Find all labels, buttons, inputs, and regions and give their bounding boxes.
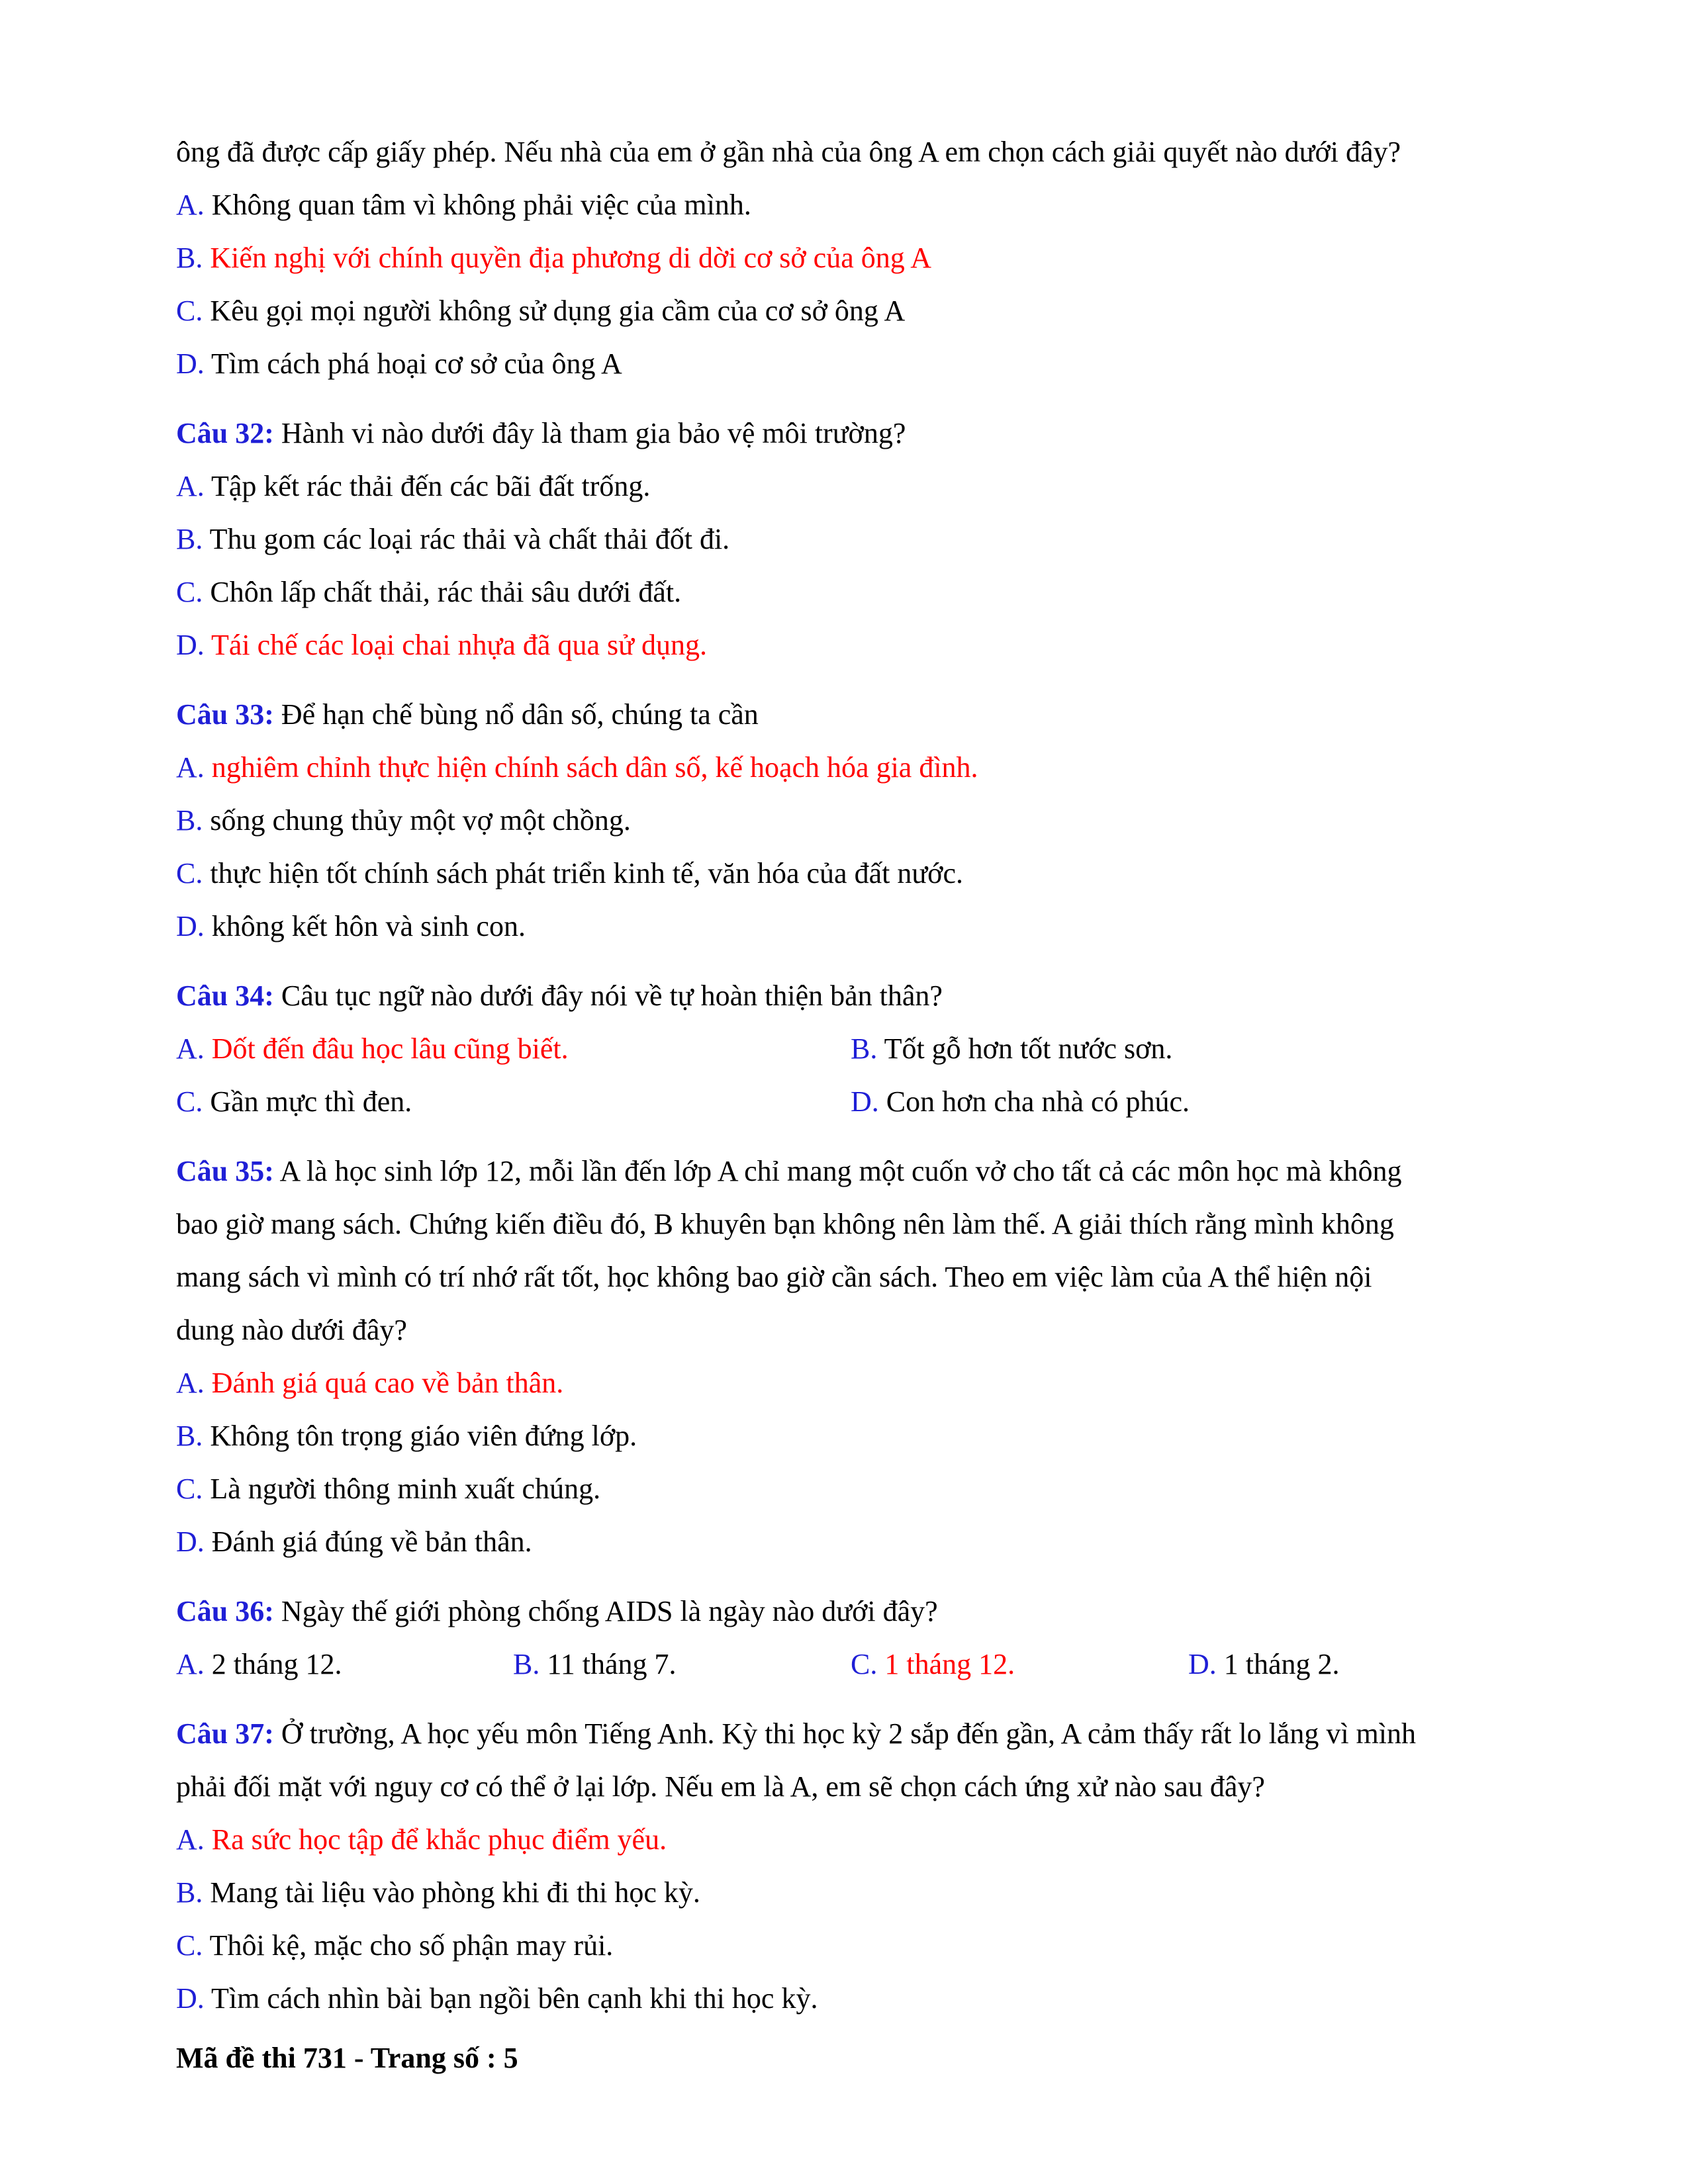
option-letter: A. (176, 189, 205, 221)
option-letter: D. (1188, 1648, 1217, 1680)
option-letter: C. (851, 1648, 878, 1680)
q32-stem (176, 414, 906, 453)
option-letter: B. (176, 804, 203, 837)
option-letter: D. (176, 910, 205, 942)
option-text: Mang tài liệu vào phòng khi đi thi học kỳ. (210, 1876, 700, 1909)
q36-option-c (851, 1645, 1015, 1684)
q36-stem (176, 1592, 938, 1631)
q34-option-d (851, 1082, 1190, 1122)
option-text-correct: Đánh giá quá cao về bản thân. (211, 1367, 564, 1399)
q33-option-a (176, 748, 978, 788)
option-letter: C. (176, 1929, 203, 1962)
q33-option-d (176, 907, 526, 946)
option-letter: C. (176, 295, 203, 327)
option-letter: D. (176, 629, 205, 661)
q37-option-d (176, 1979, 818, 2019)
option-letter: B. (176, 1876, 203, 1909)
option-text: Thôi kệ, mặc cho số phận may rủi. (209, 1929, 614, 1962)
question-label: Câu 36: (176, 1595, 274, 1627)
option-text: 2 tháng 12. (211, 1648, 342, 1680)
option-text: thực hiện tốt chính sách phát triển kinh tế, văn hóa của đất nước. (210, 857, 963, 889)
q31-option-b (176, 238, 931, 278)
option-text: Tìm cách phá hoại cơ sở của ông A (211, 347, 622, 380)
q31-stem-tail: ông đã được cấp giấy phép. Nếu nhà của em ở gần nhà của ông A em chọn cách giải quyết nào dưới đây? (176, 136, 1401, 168)
option-letter: C. (176, 1085, 203, 1118)
q34-stem (176, 976, 943, 1016)
option-text: Kêu gọi mọi người không sử dụng gia cầm của cơ sở ông A (210, 295, 906, 327)
option-letter: A. (176, 1648, 205, 1680)
option-letter: A. (176, 1032, 205, 1065)
option-text: Không tôn trọng giáo viên đứng lớp. (210, 1420, 637, 1452)
q35-stem-line-3: mang sách vì mình có trí nhớ rất tốt, học không bao giờ cần sách. Theo em việc làm của A thể hiện nội (176, 1261, 1372, 1293)
option-text: Tập kết rác thải đến các bãi đất trống. (211, 470, 651, 502)
q37-stem-line-1 (176, 1714, 1416, 1754)
q31-option-a (176, 185, 751, 225)
question-text: Hành vi nào dưới đây là tham gia bảo vệ môi trường? (281, 417, 906, 449)
q32-option-d (176, 625, 707, 665)
question-label: Câu 33: (176, 698, 274, 731)
option-letter: B. (176, 1420, 203, 1452)
question-text: A là học sinh lớp 12, mỗi lần đến lớp A chỉ mang một cuốn vở cho tất cả các môn học mà không (279, 1155, 1402, 1187)
option-text: Thu gom các loại rác thải và chất thải đốt đi. (209, 523, 730, 555)
option-letter: C. (176, 1473, 203, 1505)
q35-option-c (176, 1469, 600, 1509)
q32-option-c (176, 572, 681, 612)
option-letter: D. (176, 1525, 205, 1558)
q33-stem (176, 695, 759, 735)
q35-option-d (176, 1522, 532, 1562)
option-letter: C. (176, 576, 203, 608)
question-text: Ngày thế giới phòng chống AIDS là ngày nào dưới đây? (281, 1595, 938, 1627)
option-letter: A. (176, 1367, 205, 1399)
q36-option-a (176, 1645, 342, 1684)
option-letter: B. (513, 1648, 540, 1680)
q34-option-a (176, 1029, 569, 1069)
q36-option-d (1188, 1645, 1340, 1684)
question-text: Ở trường, A học yếu môn Tiếng Anh. Kỳ thi học kỳ 2 sắp đến gần, A cảm thấy rất lo lắng vì mình (281, 1717, 1416, 1750)
option-letter: D. (851, 1085, 879, 1118)
q33-option-b (176, 801, 631, 841)
question-label: Câu 32: (176, 417, 274, 449)
page-footer: Mã đề thi 731 - Trang số : 5 (176, 2042, 518, 2074)
option-text-correct: Kiến nghị với chính quyền địa phương di dời cơ sở của ông A (210, 242, 932, 274)
option-letter: C. (176, 857, 203, 889)
question-label: Câu 35: (176, 1155, 274, 1187)
option-letter: B. (851, 1032, 878, 1065)
option-letter: D. (176, 1982, 205, 2015)
option-text: Con hơn cha nhà có phúc. (886, 1085, 1190, 1118)
q37-option-b (176, 1873, 700, 1913)
option-text: 11 tháng 7. (547, 1648, 677, 1680)
option-text: không kết hôn và sinh con. (211, 910, 526, 942)
option-text-correct: Ra sức học tập để khắc phục điểm yếu. (211, 1823, 667, 1856)
option-text: Tốt gỗ hơn tốt nước sơn. (884, 1032, 1173, 1065)
q35-stem-line-2: bao giờ mang sách. Chứng kiến điều đó, B khuyên bạn không nên làm thế. A giải thích rằng mình không (176, 1208, 1394, 1240)
question-text: Để hạn chế bùng nổ dân số, chúng ta cần (281, 698, 759, 731)
q35-option-b (176, 1416, 637, 1456)
option-text-correct: Dốt đến đâu học lâu cũng biết. (211, 1032, 569, 1065)
option-text-correct: Tái chế các loại chai nhựa đã qua sử dụng. (211, 629, 707, 661)
q31-option-c (176, 291, 905, 331)
option-text: Là người thông minh xuất chúng. (210, 1473, 601, 1505)
q32-option-a (176, 467, 650, 506)
option-text-correct: nghiêm chỉnh thực hiện chính sách dân số, kế hoạch hóa gia đình. (211, 751, 978, 784)
q34-option-b (851, 1029, 1172, 1069)
option-text-correct: 1 tháng 12. (884, 1648, 1015, 1680)
q33-option-c (176, 854, 963, 893)
option-letter: B. (176, 523, 203, 555)
q37-option-c (176, 1926, 613, 1966)
option-letter: D. (176, 347, 205, 380)
question-label: Câu 37: (176, 1717, 274, 1750)
question-label: Câu 34: (176, 979, 274, 1012)
option-letter: A. (176, 470, 205, 502)
q37-stem-line-2: phải đối mặt với nguy cơ có thể ở lại lớp. Nếu em là A, em sẽ chọn cách ứng xử nào sau đây? (176, 1770, 1265, 1803)
q31-option-d (176, 344, 622, 384)
question-text: Câu tục ngữ nào dưới đây nói về tự hoàn thiện bản thân? (281, 979, 943, 1012)
option-letter: B. (176, 242, 203, 274)
option-text: Gần mực thì đen. (210, 1085, 412, 1118)
q37-option-a (176, 1820, 667, 1860)
q35-stem-line-4: dung nào dưới đây? (176, 1314, 407, 1346)
q35-stem-line-1 (176, 1152, 1402, 1191)
q35-option-a (176, 1363, 563, 1403)
option-letter: A. (176, 751, 205, 784)
q32-option-b (176, 520, 729, 559)
q36-option-b (513, 1645, 676, 1684)
option-text: Không quan tâm vì không phải việc của mình. (211, 189, 751, 221)
option-text: 1 tháng 2. (1223, 1648, 1340, 1680)
option-text: Chôn lấp chất thải, rác thải sâu dưới đất. (210, 576, 682, 608)
option-text: sống chung thủy một vợ một chồng. (210, 804, 631, 837)
option-letter: A. (176, 1823, 205, 1856)
option-text: Đánh giá đúng về bản thân. (211, 1525, 532, 1558)
q34-option-c (176, 1082, 412, 1122)
option-text: Tìm cách nhìn bài bạn ngồi bên cạnh khi thi học kỳ. (211, 1982, 818, 2015)
